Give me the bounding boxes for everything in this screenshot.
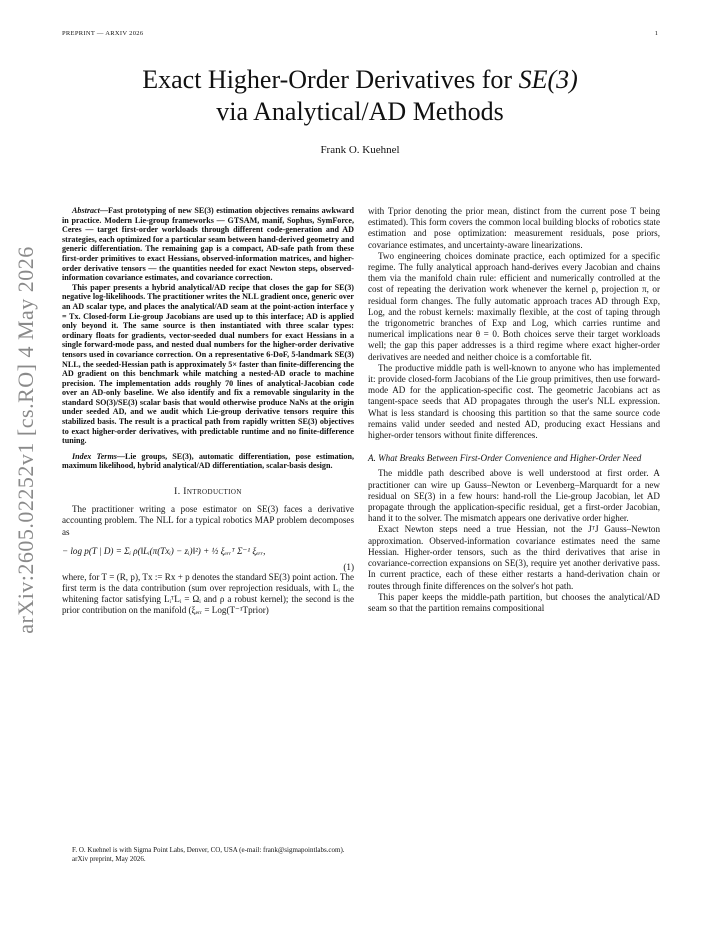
footnote-affiliation: F. O. Kuehnel is with Sigma Point Labs, Denver, CO, USA (e-mail: frank@sigmapointlabs.com). (72, 846, 345, 854)
equation-1-body: − log p(T | D) = Σᵢ ρ(‖Lᵢ(π(Txᵢ) − zᵢ)‖²) + ½ ξₑᵣᵣᵀ Σ⁻¹ ξₑᵣᵣ, (62, 545, 266, 556)
equation-1 (62, 544, 354, 572)
section-heading-introduction: I. Introduction (174, 487, 242, 498)
footnote (62, 846, 354, 863)
abstract-paragraph-2: This paper presents a hybrid analytical/AD recipe that closes the gap for SE(3) negative log-likelihoods. The practitioner writes the NLL gradient once, generic over an AD scalar type, and places the analytical/AD seam at the point-action interface y = Tx. Closed-form Lie-group Jacobians are used up to this interface; AD is applied only beyond it. The same source is then instantiated with three scalar types: ordinary floats for gradients, vector-seeded dual numbers for exact Hessians in a single forward-mode pass, and nested dual numbers for the higher-order derivative tensors used in covariance correction. On a representative 6-DoF, 5-landmark SE(3) NLL, the seeded-Hessian path is approximately 5× faster than finite-differencing the AD gradient on this benchmark while matching a nested-AD oracle to machine precision. The implementation adds roughly 70 lines of analytical-Jacobian code over an AD-only baseline. We also identify and fix a removable singularity in the standard SO(3)/SE(3) scalar basis that would otherwise produce NaNs at the origin under seeded AD, and we audit which Lie-group derivative tensors require this stabilized basis. The result is a practical path from rapidly written SE(3) objectives to exact higher-order derivatives, with predictable runtime and no finite-difference tuning. (62, 282, 354, 446)
arxiv-identifier: arXiv:2605.02252v1 [cs.RO] 4 May 2026 (13, 246, 38, 634)
right-paragraph-1: with Tprior denoting the prior mean, distinct from the current pose T being estimated). This form covers the common local building blocks of robotics state estimation and pose optimization: measurement residuals, pose priors, covariance estimates, and uncertainty-aware linearizations. (368, 206, 660, 250)
title-line1-math: SE(3) (518, 65, 578, 94)
index-terms-lead: Index Terms (72, 451, 117, 461)
title-line2: via Analytical/AD Methods (216, 97, 504, 126)
right-paragraph-3: The productive middle path is well-known to anyone who has implemented it: provide closed-form Jacobians of the Lie group primitives, then use forward-mode AD for the application-specific cost. The geometric Jacobians act as tangent-space seeds that AD propagates through the user's NLL expression. What is less standard is choosing this partition so that the same source code remains valid under seeded and nested AD, producing exact Hessians and higher-order tensors without finite differences. (368, 362, 660, 441)
subsection-heading-a: A. What Breaks Between First-Order Convenience and Higher-Order Need (368, 453, 642, 464)
index-terms-text: —Lie groups, SE(3), automatic differentiation, pose estimation, maximum likelihood, hybrid analytical/AD differentiation, scalar-basis design. (62, 451, 355, 471)
page-number: 1 (654, 30, 658, 37)
index-terms (62, 452, 354, 471)
equation-1-number: (1) (343, 561, 354, 572)
intro-paragraph-1: The practitioner writing a pose estimator on SE(3) faces a derivative accounting problem. The NLL for a typical robotics MAP problem decomposes as (62, 504, 354, 537)
paper-title (60, 64, 660, 128)
right-paragraph-4: The middle path described above is well understood at first order. A practitioner can wire up Gauss–Newton or Levenberg–Marquardt for a new residual on SE(3) in a few hours: hand-roll the Lie-group Jacobian, let AD propagate through the application-specific residual, get a first-order Jacobian, hand it to the solver. The mismatch appears one derivative order higher. (368, 468, 660, 524)
abstract-lead: Abstract (72, 206, 100, 215)
left-column (62, 206, 354, 617)
right-paragraph-2: Two engineering choices dominate practice, each optimized for a specific regime. The fully analytical approach hand-derives every Jacobian and chains them via the manifold chain rule: efficient and numerically controlled at the cost of repeating the derivation work whenever the kernel ρ, projection π, or residual form changes. The fully automatic approach traces AD through Exp, Log, and the robust kernels: maximally flexible, at the cost of taping through the trigonometric branches of Exp and Log, which carries runtime and numerical implications near θ = 0. Both choices serve their target workloads well; the gap this paper addresses is a third regime where exact higher-order derivatives are needed and neither choice is a comfortable fit. (368, 250, 660, 362)
abstract-text-1: —Fast prototyping of new SE(3) estimation objectives remains awkward in practice. Modern Lie-group frameworks — GTSAM, manif, Sophus, SymForce, Ceres — target first-order workloads through different code-generation and AD strategies, each optimized for a particular seam between hand-derived geometry and generic differentiation. The remaining gap is a compact, AD-safe path from these first-order primitives to exact Hessians, observed-information matrices, and higher-order derivative tensors — the quantities needed for exact Newton steps, observed-information covariance estimates, and covariance correction. (62, 206, 354, 283)
author-name: Frank O. Kuehnel (320, 144, 400, 156)
right-column (368, 206, 660, 614)
footnote-preprint: arXiv preprint, May 2026. (72, 854, 146, 863)
running-header: PREPRINT — ARXIV 2026 (62, 30, 144, 37)
intro-paragraph-2: where, for T = (R, p), Tx := Rx + p denotes the standard SE(3) point action. The first term is the data contribution (sum over reprojection residuals, with Lᵢ the whitening factor satisfying LᵢᵀLᵢ = Ωᵢ and ρ a robust kernel); the second is the prior contribution on the manifold (ξₑᵣᵣ = Log(T⁻¹Tprior) (62, 571, 354, 616)
title-line1-prefix: Exact Higher-Order Derivatives for (142, 65, 519, 94)
right-paragraph-5: Exact Newton steps need a true Hessian, not the JᵀJ Gauss–Newton approximation. Observed-information covariance estimates need the same Hessian. Higher-order tensors, such as the third derivatives that arise in covariance-correction expansions on SE(3), require yet another derivative pass. In current practice, each of these either restarts a hand-derivation chain or routes through finite differences on the solver's hot path. (368, 524, 660, 591)
right-paragraph-6: This paper keeps the middle-path partition, but chooses the analytical/AD seam so that the partition remains compositional (368, 591, 660, 613)
abstract (62, 206, 354, 446)
abstract-paragraph-1 (62, 206, 354, 283)
arxiv-side-stamp (8, 200, 44, 680)
